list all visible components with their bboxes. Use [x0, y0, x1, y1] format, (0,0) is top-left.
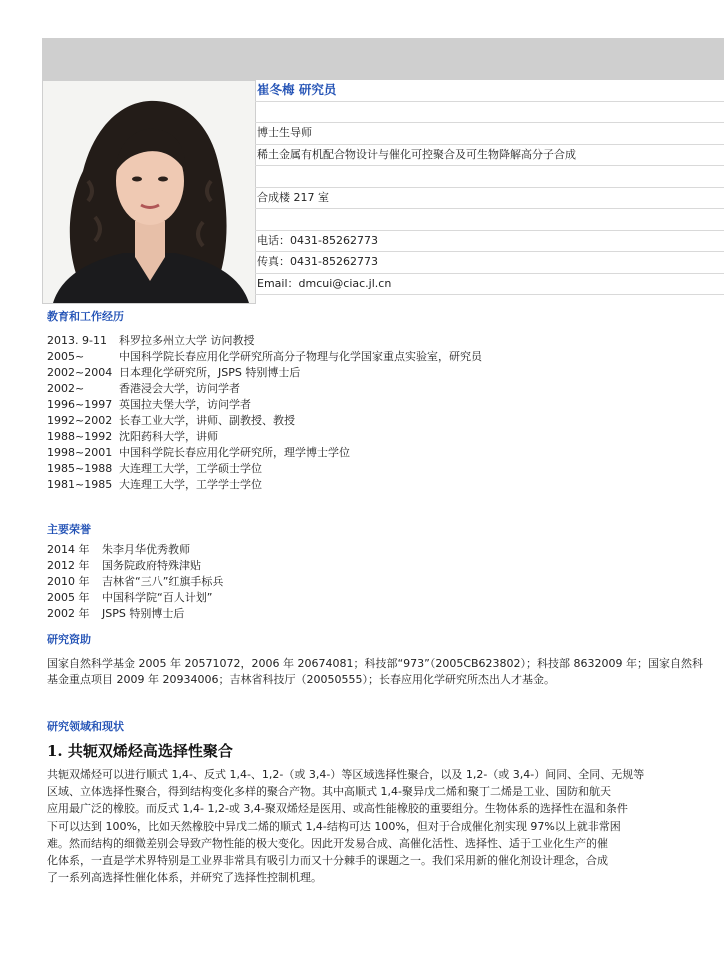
item-year: 1998~2001 — [47, 446, 113, 459]
funding-section-title: 研究资助 — [47, 633, 91, 646]
item-year: 2002~ — [47, 382, 85, 395]
funding-line: 国家自然科学基金 2005 年 20571072，2006 年 20674081；科技部“973”（2005CB623802）；科技部 8632009 年；国家自然科 — [47, 657, 704, 670]
list-item — [47, 413, 482, 429]
research-heading: 1. 共轭双烯烃高选择性聚合 — [47, 742, 233, 760]
list-item — [47, 381, 482, 397]
item-text: 大连理工大学，工学学士学位 — [119, 478, 262, 491]
item-text: 朱李月华优秀教师 — [102, 543, 190, 556]
item-text: JSPS 特别博士后 — [102, 607, 185, 620]
paragraph-line: 难。然而结构的细微差别会导致产物性能的极大变化。因此开发易合成、高催化活性、选择性、适于工业化生产的催 — [47, 836, 608, 850]
item-text: 国务院政府特殊津贴 — [102, 559, 201, 572]
list-item — [47, 397, 482, 413]
portrait-photo — [42, 80, 256, 304]
item-text: 日本理化学研究所，JSPS 特别博士后 — [119, 366, 301, 379]
paragraph-line: 区域、立体选择性聚合，得到结构变化多样的聚合产物。其中高顺式 1,4-聚异戊二烯和聚丁二烯是工业、国防和航天 — [47, 785, 611, 799]
list-item — [47, 429, 482, 445]
list-item — [47, 606, 223, 622]
honors-section-title: 主要荣誉 — [47, 523, 91, 536]
item-year: 1988~1992 — [47, 430, 113, 443]
paragraph-line: 化体系，一直是学术界特别是工业界非常具有吸引力而又十分棘手的课题之一。我们采用新的催化剂设计理念，合成 — [47, 854, 608, 868]
education-section-title: 教育和工作经历 — [47, 310, 124, 323]
item-text: 沈阳药科大学，讲师 — [119, 430, 218, 443]
item-text: 大连理工大学，工学硕士学位 — [119, 462, 262, 475]
profile-row-blank — [255, 209, 724, 231]
supervisor-role: 博士生导师 — [255, 123, 724, 145]
list-item — [47, 558, 223, 574]
item-year: 1985~1988 — [47, 462, 113, 475]
item-text: 吉林省“三八”红旗手标兵 — [102, 575, 224, 588]
funding-line: 基金重点项目 2009 年 20934006；吉林省科技厅（20050555）；长春应用化学研究所杰出人才基金。 — [47, 673, 555, 686]
item-year: 2012 年 — [47, 559, 90, 572]
name-and-title: 崔冬梅 研究员 — [255, 80, 724, 102]
top-banner — [42, 38, 724, 80]
phone: 电话：0431-85262773 — [255, 231, 724, 253]
item-year: 2013. 9-11 — [47, 334, 107, 347]
list-item — [47, 542, 223, 558]
list-item — [47, 349, 482, 365]
item-year: 2005 年 — [47, 591, 90, 604]
item-year: 1996~1997 — [47, 398, 113, 411]
item-year: 2002 年 — [47, 607, 90, 620]
item-year: 2010 年 — [47, 575, 90, 588]
item-text: 科罗拉多州立大学 访问教授 — [119, 334, 255, 347]
honors-list — [47, 542, 223, 622]
list-item — [47, 333, 482, 349]
profile-row-blank — [255, 166, 724, 188]
email: Email：dmcui@ciac.jl.cn — [255, 274, 724, 296]
portrait-illustration — [43, 81, 255, 303]
list-item — [47, 590, 223, 606]
list-item — [47, 477, 482, 493]
paragraph-line: 下可以达到 100%，比如天然橡胶中异戊二烯的顺式 1,4-结构可达 100%，但对于合成催化剂实现 97%以上就非常困 — [47, 819, 621, 833]
item-year: 2014 年 — [47, 543, 90, 556]
paragraph-line: 应用最广泛的橡胶。而反式 1,4- 1,2-或 3,4-聚双烯烃是医用、或高性能橡胶的重要组分。生物体系的选择性在温和条件 — [47, 802, 628, 816]
item-text: 中国科学院“百人计划” — [102, 591, 213, 604]
item-year: 1992~2002 — [47, 414, 113, 427]
education-list — [47, 333, 482, 493]
research-direction: 稀土金属有机配合物设计与催化可控聚合及可生物降解高分子合成 — [255, 145, 724, 167]
profile-info — [255, 80, 724, 295]
item-text: 香港浸会大学，访问学者 — [119, 382, 240, 395]
item-year: 1981~1985 — [47, 478, 113, 491]
item-year: 2002~2004 — [47, 366, 113, 379]
fax: 传真：0431-85262773 — [255, 252, 724, 274]
item-text: 英国拉夫堡大学，访问学者 — [119, 398, 251, 411]
office-address: 合成楼 217 室 — [255, 188, 724, 210]
list-item — [47, 445, 482, 461]
list-item — [47, 574, 223, 590]
profile-row-blank — [255, 102, 724, 124]
item-text: 长春工业大学，讲师、副教授、教授 — [119, 414, 295, 427]
list-item — [47, 461, 482, 477]
research-paragraph — [47, 766, 677, 886]
item-year: 2005~ — [47, 350, 85, 363]
funding-text — [47, 656, 724, 688]
research-section-title: 研究领域和现状 — [47, 720, 124, 733]
list-item — [47, 365, 482, 381]
paragraph-line: 共轭双烯烃可以进行顺式 1,4-、反式 1,4-、1,2-（或 3,4-）等区域选择性聚合，以及 1,2-（或 3,4-）间同、全同、无规等 — [47, 768, 645, 781]
paragraph-line: 了一系列高选择性催化体系，并研究了选择性控制机理。 — [47, 871, 322, 885]
item-text: 中国科学院长春应用化学研究所，理学博士学位 — [119, 446, 350, 459]
item-text: 中国科学院长春应用化学研究所高分子物理与化学国家重点实验室，研究员 — [119, 350, 482, 363]
